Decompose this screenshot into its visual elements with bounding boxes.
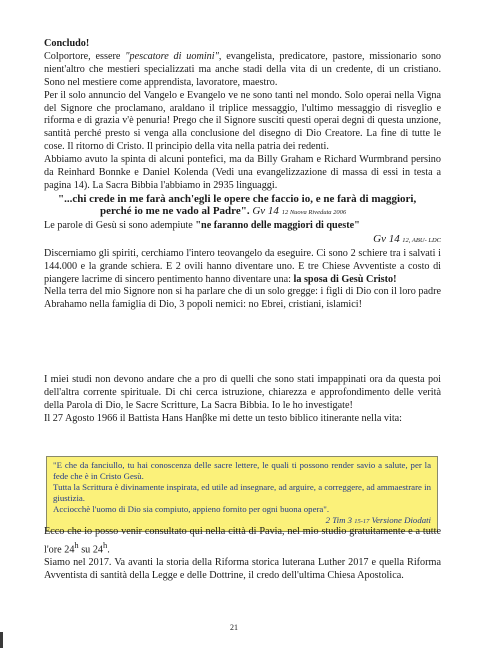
heading: Concludo! <box>44 38 90 49</box>
quote-ref-small: 12 Nuova Riveduta 2006 <box>281 209 347 217</box>
paragraph-pontefici: Abbiamo avuto la spinta di alcuni pontefici, ma da Billy Graham e Richard Wurmbrand persino da Reinhard Bonnke e Daniel Kolenda (Vedi una evangelizzazione di massa di essi in testa a pagina 14). La Sacra Bibbia l'abbiamo in 2935 linguaggi. <box>44 154 441 191</box>
p9-sup-2: h <box>103 539 108 550</box>
p4-text-a: Le parole di Gesù si sono adempiute <box>44 219 196 231</box>
p5-text-a: Discerniamo gli spiriti, cerchiamo l'intero teovangelo da eseguire. Ci sono 2 schiere tra i salvati i 144.000 e la grande schiera. E 2 ovili hanno diventare uno. E tre Chiese Avventiste a costo di piangere lacrime di sincero pentimento hanno diventare una: <box>44 247 441 285</box>
box-ref-small: 15-17 <box>354 518 370 525</box>
scripture-box <box>46 456 438 532</box>
p1-text-a: Colportore, essere <box>44 50 126 62</box>
p9-text-b: su 24 <box>78 544 104 556</box>
box-ref-tail: Versione Diodati <box>371 515 431 525</box>
paragraph-pavia <box>44 526 441 557</box>
paragraph-agosto: Il 27 Agosto 1966 il Battista Hans Hanβke mi dette un testo biblico itinerante nella vita: <box>44 412 402 424</box>
p4-bold-quote: "ne faranno delle maggiori di queste" <box>195 219 360 231</box>
paragraph-vangelo: Per il solo annuncio del Vangelo e Evangelo ve ne sono tanti nel mondo. Solo operai nella Vigna del Signore che proclamano, araldano il triplice messaggio, l'ultimo messaggio di risveglio e riforma e di grazia v'è penuria! Prego che il Signore susciti questi operai degni di questa unzione, santità perché presto si venga alla conclusione del disegno di Dio Creatore. La fine di tutte le cose. Il ritorno di Cristo. Il principio della vita nella patria dei redenti. <box>44 89 441 153</box>
page-number: 21 <box>230 623 238 632</box>
quote-ref: Gv 14 <box>252 205 279 218</box>
scan-edge-mark <box>0 632 3 648</box>
text-block-middle <box>44 374 441 426</box>
box-ref-main: 2 Tim 3 <box>325 515 353 525</box>
paragraph-spiriti <box>44 248 441 287</box>
text-block-bottom <box>44 526 441 583</box>
p9-text-c: . <box>107 544 110 556</box>
p9-text-a: Ecco che io posso venir consultato qui nella città di Pavia, nel mio studio gratuitamente e a tutte l'ore 24 <box>44 526 441 556</box>
p1-italic-phrase: "pescatore di uomini" <box>125 50 219 62</box>
p1-text-c: , evangelista, predicatore, pastore, missionario sono nient'altro che mestieri specializzati ma anche stadi della vita di un credente, di un cristiano. Sono nel mestiere come apprendista, lavoratore, maestro. <box>44 50 442 88</box>
p5-bold-sposa: la sposa di Gesù Cristo! <box>293 273 397 285</box>
text-block-top <box>44 38 441 312</box>
paragraph-riforma: Siamo nel 2017. Va avanti la storia della Riforma storica luterana Luther 2017 e quella Riforma Avventista di santità della Legge e delle Dottrine, il credo dell'ultima Chiesa Apostolica. <box>44 557 441 582</box>
quote-line-1: "...chi crede in me farà anch'egli le opere che faccio io, e ne farà di maggiori, <box>58 192 417 205</box>
paragraph-parole <box>44 220 441 233</box>
paragraph-terra: Nella terra del mio Signore non si ha parlare che di un solo gregge: i figli di Dio con il loro padre Abrahamo nella famiglia di Dio, 3 popoli nemici: no Ebrei, cristiani, islamici! <box>44 286 441 311</box>
box-line-1: "E che da fanciullo, tu hai conoscenza delle sacre lettere, le quali ti possono render savio a salute, per la fede che è in Cristo Gesù. <box>53 460 431 481</box>
box-line-2: Tutta la Scrittura è divinamente inspirata, ed utile ad insegnare, ad arguire, a correggere, ad ammaestrare in giustizia. <box>53 482 431 503</box>
paragraph-studi: I miei studi non devono andare che a pro di quelli che sono stati impappinati ora da questa poi dell'altra corrente spirituale. Di chi cerca istruzione, chiarezza e approfondimento delle verità della Parola di Dio, le Sacre Scritture, La Sacra Bibbia. Io le ho investigate! <box>44 374 441 411</box>
p9-sup-1: h <box>74 539 79 550</box>
ref2-main: Gv 14 <box>373 232 400 245</box>
ref2-small: 12, ABU- LDC <box>402 236 441 244</box>
ref-line-2 <box>44 233 441 248</box>
box-line-3: Acciocchè l'uomo di Dio sia compiuto, appieno fornito per ogni buona opera". <box>53 504 330 514</box>
quote-line-2-text: perché io me ne vado al Padre". <box>100 205 250 218</box>
paragraph-colportore <box>44 51 441 90</box>
quote-line-2 <box>44 205 441 220</box>
